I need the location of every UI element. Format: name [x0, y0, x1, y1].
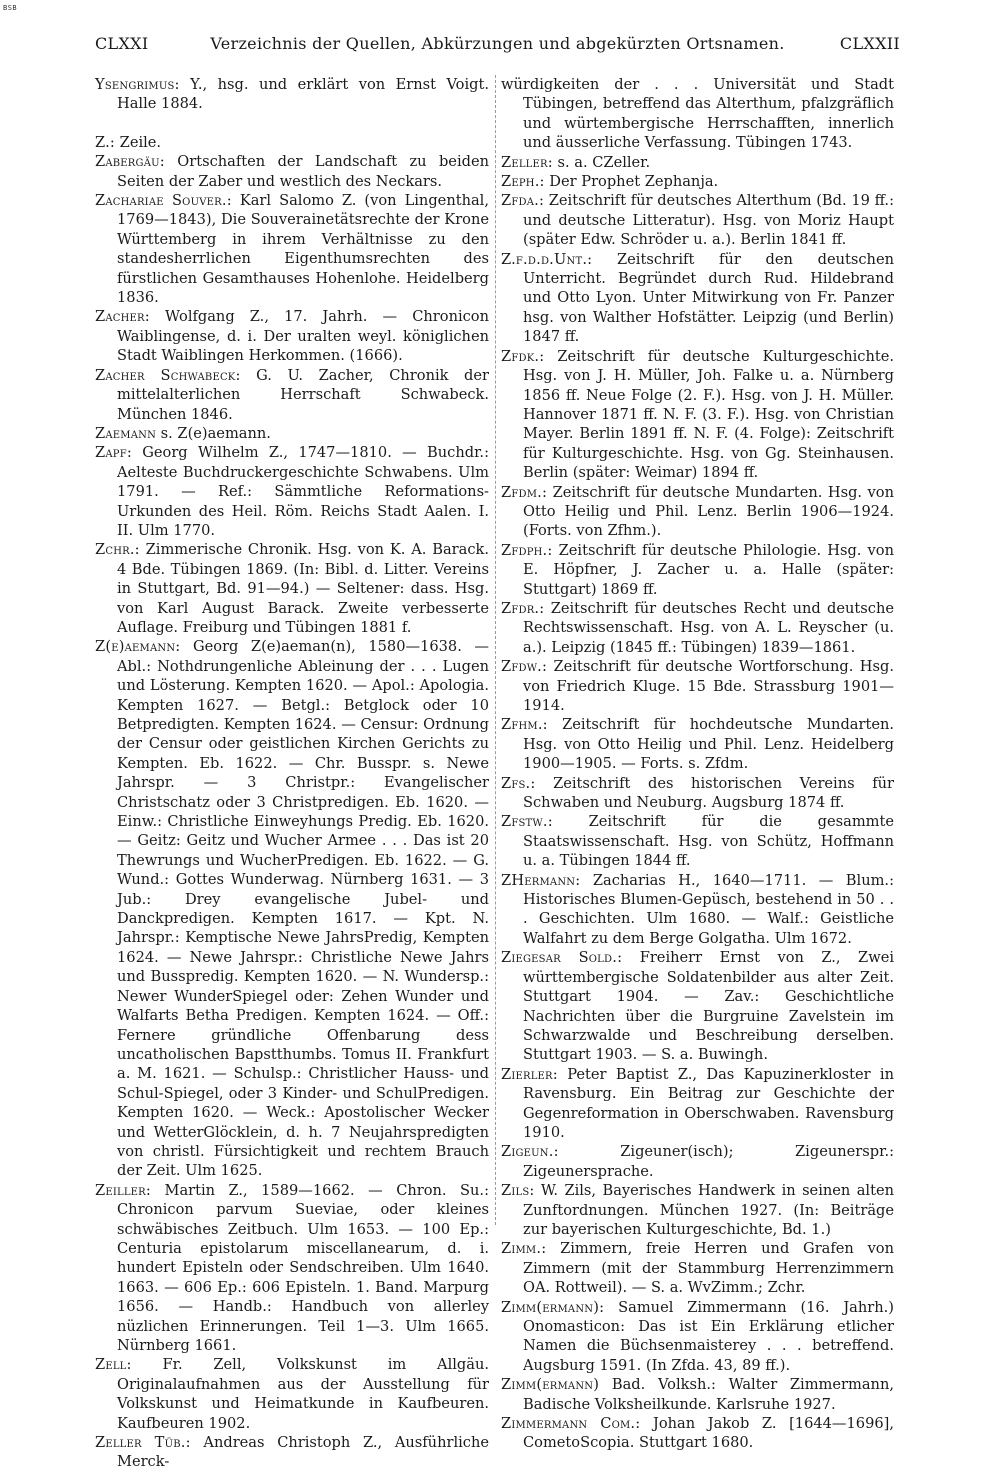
- entry-abbreviation: Zfdm.:: [501, 483, 548, 501]
- index-entry: [501, 948, 894, 1064]
- entry-text: Zimmerische Chronik. Hsg. von K. A. Barack. 4 Bde. Tübingen 1869. (In: Bibl. d. Litter. Vereins in Stuttgart, Bd. 91—94.) — Seltener: dass. Hsg. von Karl August Barack. Zweite verbesserte Auflage. Freiburg und Tübingen 1881 f.: [117, 541, 489, 636]
- entry-abbreviation: Zfstw.:: [501, 813, 553, 831]
- column-divider: [495, 75, 496, 1225]
- index-entry: [501, 75, 894, 153]
- entry-text: Zeitschrift für hochdeutsche Mundarten. Hsg. von Otto Heilig und Phil. Lenz. Heidelberg 1900—1905. — Forts. s. Zfdm.: [523, 716, 894, 773]
- index-entry: [95, 307, 489, 365]
- entry-abbreviation: Zigeun.:: [501, 1143, 559, 1161]
- entry-abbreviation: Zfhm.:: [501, 716, 548, 734]
- entry-abbreviation: Zimm(ermann):: [501, 1298, 605, 1316]
- entry-abbreviation: Zeiller:: [95, 1181, 152, 1199]
- entry-text: Wolfgang Z., 17. Jahrh. — Chronicon Waiblingense, d. i. Der uralten weyl. königlichen Stadt Waiblingen Herkommen. (1666).: [117, 308, 489, 365]
- entry-text: Zeitschrift für die gesammte Staatswissenschaft. Hsg. von Schütz, Hoffmann u. a. Tübingen 1844 ff.: [523, 813, 894, 870]
- entry-abbreviation: Zimm.:: [501, 1240, 547, 1258]
- entry-abbreviation: Zeller Tüb.:: [95, 1434, 191, 1452]
- index-entry: [95, 1355, 489, 1433]
- entry-abbreviation: Zfdw.:: [501, 658, 548, 676]
- entry-abbreviation: Zimm(ermann): [501, 1376, 600, 1394]
- entry-text: Der Prophet Zephanja.: [544, 173, 719, 191]
- index-entry: [501, 1181, 894, 1239]
- entry-text: Zacharias H., 1640—1711. — Blum.: Historisches Blumen-Gepüsch, bestehend in 50 . . . Geschichten. Ulm 1680. — Walf.: Geistliche Walfahrt zu dem Berge Golgatha. Ulm 1672.: [523, 871, 894, 947]
- entry-text: Zeitschrift für deutsches Alterthum (Bd. 19 ff.: und deutsche Litteratur). Hsg. von Moriz Haupt (später Edw. Schröder u. a.). Berlin 1841 ff.: [523, 192, 894, 249]
- entry-abbreviation: Zeller:: [501, 153, 553, 171]
- entry-abbreviation: Zils:: [501, 1182, 535, 1200]
- entry-text: Zeitschrift für deutsche Mundarten. Hsg. von Otto Heilig und Phil. Lenz. Berlin 1906—1924. (Forts. von Zfhm.).: [523, 483, 894, 540]
- page-number-right: CLXXII: [839, 34, 900, 53]
- entry-text: s. Z(e)aemann.: [156, 424, 271, 442]
- entry-text: Georg Z(e)aeman(n), 1580—1638. — Abl.: Nothdrungenliche Ableinung der . . . Lugen und Lösterung. Kempten 1620. — Apol.: Apologia. Kempten 1627. — Betgl.: Betglock oder 10 Betpredigten. Kempten 1624. — Censur: Ordnung der Censur oder geistlichen Kirchen Gerichts zu Kempten. Eb. 1622. — Chr. Busspr. s. Newe Jahrspr. — 3 Christpr.: Evangelischer Christschatz oder 3 Christpredigen. Eb. 1620. — Einw.: Christliche Einweyhungs Predig. Eb. 1620. — Geitz: Geitz und Wucher Armee . . . Das ist 20 Thewrungs und WucherPredigen. Eb. 1622. — G. Wund.: Gottes Wunderwag. Nürnberg 1631. — 3 Jub.: Drey evangelische Jubel- und Danckpredigen. Kempten 1617. — Kpt. N. Jahrspr.: Kemptische Newe JahrsPredig, Kempten 1624. — Newe Jahrspr.: Christliche Newe Jahrs und Busspredig. Kempten 1620. — N. Wundersp.: Newer WunderSpiegel oder: Zehen Wunder und Walfarts Betha Predigen. Kempten 1624. — Off.: Fernere gründliche Offenbarung dess uncatholischen Bapstthumbs. Tomus II. Frankfurt a. M. 1621. — Schulsp.: Christlicher Hauss- und Schul-Spiegel, oder 3 Kinder- und SchulPredigen. Kempten 1620. — Weck.: Apostolischer Wecker und WetterGlöcklein, d. h. 7 Neujahrspredigten von christl. Fürsichtigkeit und rechtem Brauch der Zeit. Ulm 1625.: [117, 638, 489, 1180]
- index-entry: [501, 1142, 894, 1181]
- index-entry: [95, 1181, 489, 1356]
- index-entry: [501, 153, 894, 172]
- entry-text: Karl Salomo Z. (von Lingenthal, 1769—1843), Die Souverainetätsrechte der Krone Württemberg in ihrem Verhältnisse zu den standesherrlichen Eigenthumsrechten des fürstlichen Gesamthauses Hohenlohe. Heidelberg 1836.: [117, 192, 489, 307]
- index-entry: [501, 599, 894, 657]
- entry-abbreviation: Zfdk.:: [501, 347, 545, 365]
- entry-text: W. Zils, Bayerisches Handwerk in seinen alten Zunftordnungen. München 1927. (In: Beiträge zur bayerischen Kulturgeschichte, Bd. 1.): [523, 1182, 894, 1238]
- entry-abbreviation: Zacher Schwabeck:: [95, 366, 241, 384]
- running-title: Verzeichnis der Quellen, Abkürzungen und abgekürzten Ortsnamen.: [210, 34, 785, 53]
- index-entry: [501, 541, 894, 599]
- blank-line: [95, 114, 489, 133]
- entry-text: Johan Jakob Z. [1644—1696], CometoScopia. Stuttgart 1680.: [523, 1415, 894, 1452]
- entry-text: Freiherr Ernst von Z., Zwei württembergische Soldatenbilder aus alter Zeit. Stuttgart 1904. — Zav.: Geschichtliche Nachrichten über die Burgruine Zavelstein im Schwarzwalde und Beschreibung derselben. Stuttgart 1903. — S. a. Buwingh.: [523, 949, 894, 1064]
- index-entry: [501, 1298, 894, 1376]
- entry-text: G. U. Zacher, Chronik der mittelalterlichen Herrschaft Schwabeck. München 1846.: [117, 366, 489, 423]
- entry-abbreviation: Ziegesar Sold.:: [501, 949, 623, 967]
- entry-abbreviation: Zierler:: [501, 1065, 558, 1083]
- index-entry: [95, 366, 489, 424]
- entry-abbreviation: Zfdph.:: [501, 541, 553, 559]
- index-entry: [501, 191, 894, 249]
- entry-abbreviation: Zapf:: [95, 444, 132, 462]
- index-entry: [501, 812, 894, 870]
- entry-abbreviation: Zfs.:: [501, 774, 536, 792]
- index-entry: [501, 347, 894, 483]
- index-entry: [501, 250, 894, 347]
- entry-abbreviation: Zeph.:: [501, 173, 545, 191]
- right-column: [501, 75, 894, 1453]
- library-stamp: BSB: [3, 4, 18, 12]
- index-entry: [95, 75, 489, 114]
- index-entry: [501, 715, 894, 773]
- index-entry: [501, 1414, 894, 1453]
- page-header: [95, 34, 900, 56]
- index-entry: [501, 871, 894, 949]
- index-entry: [501, 483, 894, 541]
- entry-text: Zeitschrift für deutsche Kulturgeschichte. Hsg. von J. H. Müller, Joh. Falke u. a. Nürnberg 1856 ff. Neue Folge (2. F.). Hsg. von J. H. Müller. Hannover 1871 ff. N. F. (3. F.). Hsg. von Christian Mayer. Berlin 1891 ff. N. F. (4. Folge): Zeitschrift für Kulturgeschichte. Hsg. von Gg. Steinhausen. Berlin (später: Weimar) 1894 ff.: [523, 347, 894, 482]
- entry-abbreviation: Zfdr.:: [501, 599, 545, 617]
- index-entry: [501, 657, 894, 715]
- entry-abbreviation: Zell:: [95, 1356, 132, 1374]
- index-entry: [501, 774, 894, 813]
- index-entry: [95, 424, 489, 443]
- entry-abbreviation: ZHermann:: [501, 871, 581, 889]
- entry-abbreviation: Zaemann: [95, 424, 157, 442]
- entry-text: Ortschaften der Landschaft zu beiden Seiten der Zaber und westlich des Neckars.: [117, 153, 489, 190]
- entry-text: Fr. Zell, Volkskunst im Allgäu. Originalaufnahmen aus der Ausstellung für Volkskunst und Heimatkunde in Kaufbeuren. Kaufbeuren 1902.: [117, 1356, 489, 1432]
- entry-abbreviation: Zacher:: [95, 308, 150, 326]
- entry-text: Samuel Zimmermann (16. Jahrh.) Onomasticon: Das ist Ein Erklärung etlicher Namen die Büchsenmaisterey . . . betreffend. Augsburg 1591. (In Zfda. 43, 89 ff.).: [523, 1298, 894, 1374]
- entry-text: Zigeuner(isch); Zigeunerspr.: Zigeunersprache.: [523, 1143, 894, 1180]
- entry-text: Zeitschrift für deutsche Philologie. Hsg. von E. Höpfner, J. Zacher u. a. Halle (später: Stuttgart) 1869 ff.: [523, 541, 894, 598]
- entry-text: Andreas Christoph Z., Ausführliche Merck-: [117, 1434, 489, 1471]
- entry-text: Martin Z., 1589—1662. — Chron. Su.: Chronicon parvum Sueviae, oder kleines schwäbisches Zeitbuch. Ulm 1653. — 100 Ep.: Centuria epistolarum miscellanearum, d. i. hundert Episteln oder Sendschreiben. Ulm 1640. 1663. — 606 Ep.: 606 Episteln. 1. Band. Marpurg 1656. — Handb.: Handbuch von allerley nüzlichen Erinnerungen. Teil 1—3. Ulm 1665. Nürnberg 1661.: [117, 1181, 489, 1354]
- index-entry: [501, 1239, 894, 1297]
- index-entry: [95, 133, 489, 152]
- entry-text: Zimmern, freie Herren und Grafen von Zimmern (mit der Stammburg Herrenzimmern OA. Rottweil). — S. a. WvZimm.; Zchr.: [523, 1240, 894, 1297]
- index-entry: [95, 443, 489, 540]
- entry-abbreviation: Zfda.:: [501, 192, 545, 210]
- left-column: [95, 75, 489, 1472]
- index-entry: [95, 152, 489, 191]
- entry-abbreviation: Ysengrimus:: [95, 76, 180, 93]
- entry-text: würdigkeiten der . . . Universität und Stadt Tübingen, betreffend das Alterthum, pfalzgräflich und würtembergische Herrschafften, innerlich und äusserliche Verfassung. Tübingen 1743.: [501, 76, 894, 152]
- index-entry: [95, 1433, 489, 1472]
- entry-abbreviation: Z(e)aemann:: [95, 638, 181, 656]
- index-entry: [501, 1065, 894, 1143]
- entry-text: Zeile.: [115, 133, 162, 151]
- entry-abbreviation: Zimmermann Com.:: [501, 1415, 641, 1433]
- entry-abbreviation: Zchr.:: [95, 541, 140, 559]
- entry-text: Y., hsg. und erklärt von Ernst Voigt. Halle 1884.: [117, 76, 489, 113]
- index-entry: [501, 1375, 894, 1414]
- index-entry: [95, 637, 489, 1180]
- entry-abbreviation: Z.:: [95, 133, 116, 151]
- index-entry: [95, 191, 489, 307]
- entry-text: s. a. CZeller.: [552, 153, 651, 171]
- index-entry: [95, 540, 489, 637]
- page-number-left: CLXXI: [95, 34, 149, 53]
- entry-abbreviation: Zachariae Souver.:: [95, 192, 232, 210]
- entry-text: Zeitschrift für deutsches Recht und deutsche Rechtswissenschaft. Hsg. von A. L. Reyscher (u. a.). Leipzig (1845 ff.: Tübingen) 1839—1861.: [523, 599, 894, 656]
- entry-text: Georg Wilhelm Z., 1747—1810. — Buchdr.: Aelteste Buchdruckergeschichte Schwabens. Ulm 1791. — Ref.: Sämmtliche Reformations-Urkunden des Heil. Röm. Reichs Stadt Aalen. I. II. Ulm 1770.: [117, 444, 489, 539]
- entry-text: Zeitschrift des historischen Vereins für Schwaben und Neuburg. Augsburg 1874 ff.: [523, 774, 894, 812]
- index-entry: [501, 172, 894, 191]
- entry-text: Bad. Volksh.: Walter Zimmermann, Badische Volksheilkunde. Karlsruhe 1927.: [523, 1376, 894, 1413]
- entry-text: Zeitschrift für deutsche Wortforschung. Hsg. von Friedrich Kluge. 15 Bde. Strassburg 1901—1914.: [523, 658, 894, 714]
- entry-text: Zeitschrift für den deutschen Unterricht. Begründet durch Rud. Hildebrand und Otto Lyon. Unter Mitwirkung von Fr. Panzer hsg. von Walther Hofstätter. Leipzig (und Berlin) 1847 ff.: [523, 250, 894, 346]
- entry-abbreviation: Z.f.d.d.Unt.:: [501, 250, 593, 268]
- entry-text: Peter Baptist Z., Das Kapuzinerkloster in Ravensburg. Ein Beitrag zur Geschichte der Gegenreformation in Oberschwaben. Ravensburg 1910.: [523, 1065, 894, 1141]
- entry-abbreviation: Zabergäu:: [95, 153, 165, 171]
